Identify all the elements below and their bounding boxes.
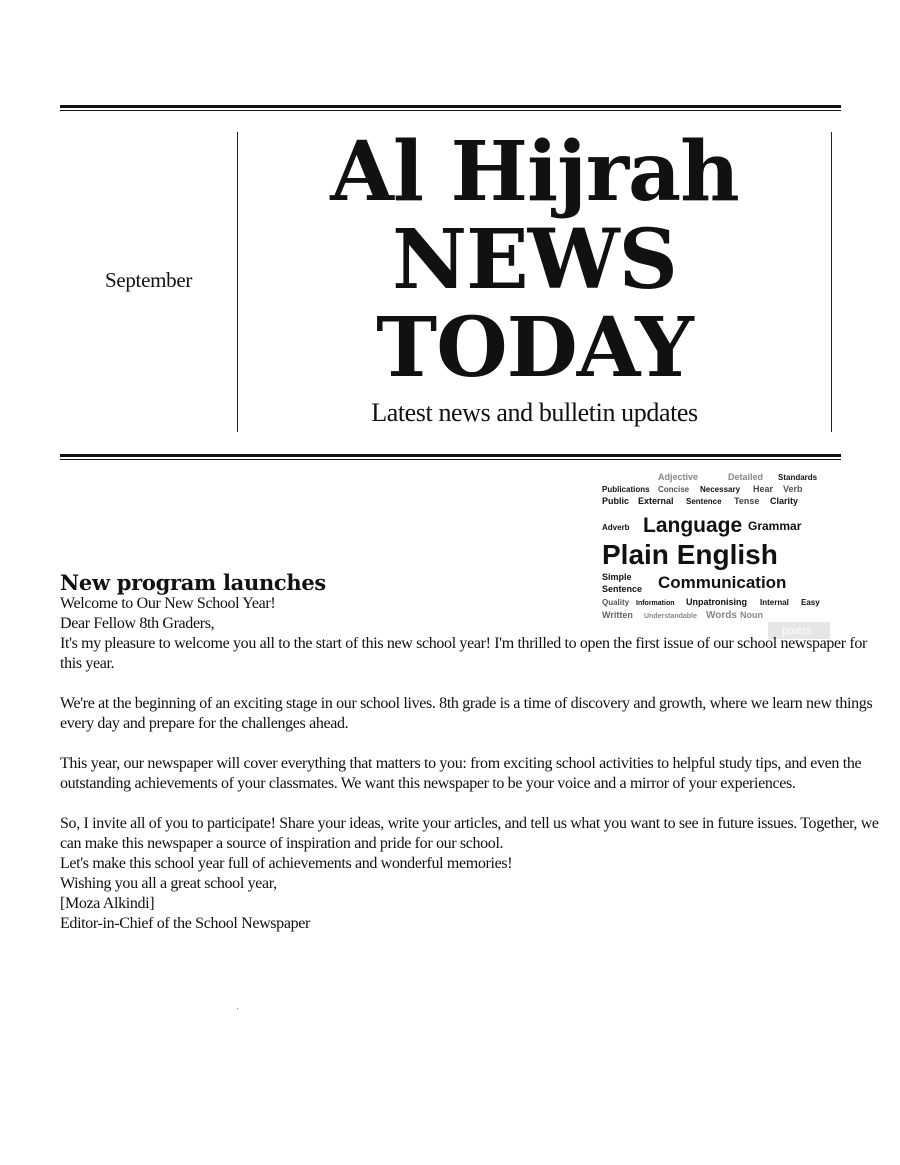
bottom-double-rule [60,454,841,460]
cloud-word: Detailed [728,472,764,482]
cloud-word: Plain English [602,539,778,570]
cloud-word: Sentence [602,584,643,594]
article-paragraph: So, I invite all of you to participate! Share your ideas, write your articles, and tell us what you want to see in future issues. Together, we can make this newspaper a source of inspiration and pride for our school. [60,815,879,852]
title-line: Al Hijrah [330,124,739,220]
top-double-rule [60,105,841,111]
cloud-word: Public [602,496,630,506]
cloud-word: Noun [740,610,763,620]
cloud-word: Words [706,610,737,621]
cloud-word: Hear [753,484,774,494]
cloud-word: Easy [801,598,820,607]
stray-dot [237,1008,238,1009]
cloud-word: Unpatronising [686,597,747,607]
article [60,570,886,934]
cloud-word: Verb [783,484,803,494]
cloud-word: Sentence [686,497,722,506]
cloud-word: Quality [602,598,630,607]
title-line: TODAY [376,300,693,396]
article-line: Let's make this school year full of achievements and wonderful memories! [60,855,513,872]
cloud-word: Adverb [602,523,630,532]
article-line: Welcome to Our New School Year! [60,595,276,612]
cloud-word: Internal [760,598,789,607]
cloud-word: Publications [602,485,650,494]
cloud-word: Written [602,610,633,620]
article-line: Dear Fellow 8th Graders, [60,615,215,632]
cloud-word: Clarity [770,496,799,506]
cloud-word: Information [636,600,675,607]
article-paragraph: It's my pleasure to welcome you all to the start of this new school year! I'm thrilled to open the first issue of our school newspaper for this year. [60,635,868,672]
cloud-word: Tense [734,496,760,506]
tagline: Latest news and bulletin updates [371,398,698,427]
author-title: Editor-in-Chief of the School Newspaper [60,915,310,932]
cloud-word: Grammar [748,519,802,533]
issue-month: September [104,268,193,292]
cloud-word: Necessary [700,485,741,494]
cloud-word: Adjective [658,472,699,482]
masthead [238,124,831,428]
article-line: Wishing you all a great school year, [60,875,277,892]
title-line: NEWS [392,212,677,308]
cloud-word: Communication [658,573,787,592]
cloud-word: Understandable [644,613,697,620]
watermark: pixers [782,625,812,637]
article-paragraph: This year, our newspaper will cover everything that matters to you: from exciting school activities to helpful study tips, and even the outstanding achievements of your classmates. We want this newspaper to be your voice and a mirror of your experiences. [60,755,862,792]
article-headline: New program launches [60,570,326,595]
right-column-divider [831,132,832,432]
cloud-word: Simple [602,572,632,582]
cloud-word: External [638,496,674,506]
author-name: [Moza Alkindi] [60,895,155,912]
article-paragraph: We're at the beginning of an exciting stage in our school lives. 8th grade is a time of discovery and growth, where we learn new things every day and prepare for the challenges ahead. [60,695,873,732]
cloud-word: Concise [658,485,690,494]
cloud-word: Standards [778,473,818,482]
cloud-word: Language [643,514,743,537]
